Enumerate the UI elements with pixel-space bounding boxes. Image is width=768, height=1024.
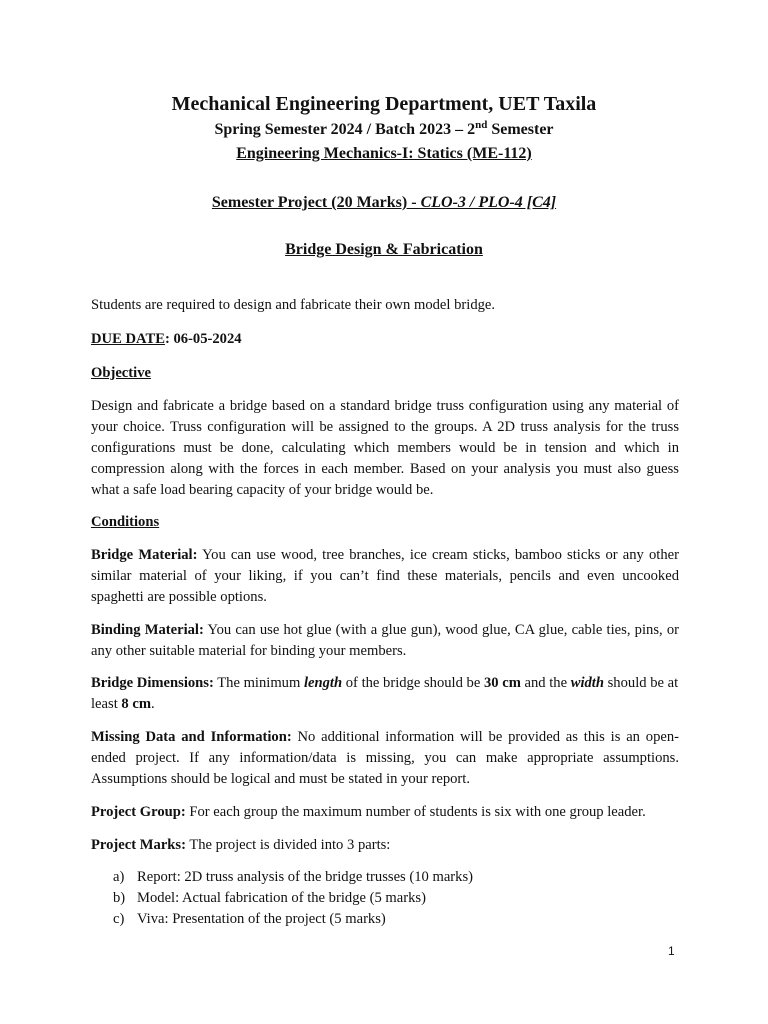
bridge-material-text: You can use wood, tree branches, ice cream sticks, bamboo sticks or any other similar material of your liking, if you can’t find these materials, pencils and even uncooked spaghetti are possible options. — [91, 547, 679, 605]
objective-heading — [91, 363, 679, 384]
conditions-heading — [91, 512, 679, 533]
list-item-text: Report: 2D truss analysis of the bridge trusses (10 marks) — [137, 869, 474, 885]
list-marker: b) — [113, 890, 126, 906]
list-item-text: Viva: Presentation of the project (5 marks) — [137, 911, 386, 927]
intro-paragraph: Students are required to design and fabricate their own model bridge. — [91, 297, 496, 313]
binding-material-text: You can use hot glue (with a glue gun), wood glue, CA glue, cable ties, pins, or any other suitable material for binding your members. — [91, 622, 680, 659]
project-group-text: For each group the maximum number of students is six with one group leader. — [185, 804, 646, 820]
list-item-text: Model: Actual fabrication of the bridge (5 marks) — [137, 890, 426, 906]
project-marks-title: Semester Project (20 Marks) - — [211, 194, 421, 211]
bridge-dimensions-text: The minimum — [213, 675, 304, 691]
list-item — [113, 909, 673, 930]
bridge-dimensions-label: Bridge Dimensions: — [91, 675, 214, 691]
marks-list — [113, 867, 673, 930]
bridge-dimensions-text: of the bridge should be — [342, 675, 484, 691]
project-marks-text: The project is divided into 3 parts: — [185, 837, 391, 853]
binding-material-paragraph — [91, 620, 679, 662]
page-number: 1 — [668, 944, 675, 958]
semester-line-superscript: nd — [475, 119, 488, 131]
course-title: Engineering Mechanics-I: Statics (ME-112) — [236, 145, 532, 162]
semester-project-line — [0, 194, 768, 212]
width-value: 8 cm — [121, 696, 151, 712]
semester-line-suffix: Semester — [487, 121, 554, 138]
length-word: length — [303, 675, 343, 691]
list-marker: a) — [113, 869, 125, 885]
objective-heading-text: Objective — [91, 365, 151, 381]
due-date-value: : 06-05-2024 — [164, 331, 242, 347]
semester-line-prefix: Spring Semester 2024 / Batch 2023 – 2 — [214, 121, 476, 138]
objective-paragraph: Design and fabricate a bridge based on a standard bridge truss configuration using any material of your choice. Truss configuration will be assigned to the groups. A 2D truss analysis for the truss configurations must be done, calculating which members would be in tension and which in compression along with the forces in each member. Based on your analysis you must also guess what a safe load bearing capacity of your bridge would be. — [91, 398, 679, 498]
binding-material-label: Binding Material: — [91, 622, 204, 638]
list-item — [113, 867, 673, 888]
bridge-dimensions-paragraph — [91, 673, 679, 715]
missing-data-text: No additional information will be provided as this is an open-ended project. If any information/data is missing, you can make appropriate assumptions. Assumptions should be logical and must be stated in your report. — [91, 729, 680, 787]
project-marks-paragraph — [91, 835, 679, 856]
list-marker: c) — [113, 911, 125, 927]
project-marks-label: Project Marks: — [91, 837, 186, 853]
due-date-label: DUE DATE — [91, 331, 165, 347]
missing-data-label: Missing Data and Information: — [91, 729, 292, 745]
list-item — [113, 888, 673, 909]
project-group-paragraph — [91, 802, 679, 823]
length-value: 30 cm — [483, 675, 521, 691]
bridge-material-label: Bridge Material: — [91, 547, 198, 563]
project-title: Bridge Design & Fabrication — [285, 241, 483, 258]
missing-data-paragraph — [91, 727, 679, 790]
semester-line — [0, 121, 768, 139]
project-group-label: Project Group: — [91, 804, 186, 820]
project-clo: CLO-3 / PLO-4 [C4] — [420, 194, 557, 211]
department-title: Mechanical Engineering Department, UET Taxila — [171, 93, 597, 115]
bridge-material-paragraph — [91, 545, 679, 608]
bridge-dimensions-text: and the — [520, 675, 571, 691]
due-date-line — [91, 329, 679, 350]
bridge-dimensions-text: . — [151, 696, 155, 712]
conditions-heading-text: Conditions — [91, 514, 160, 530]
bridge-dimensions-text: should be at least — [91, 675, 679, 712]
width-word: width — [570, 675, 604, 691]
